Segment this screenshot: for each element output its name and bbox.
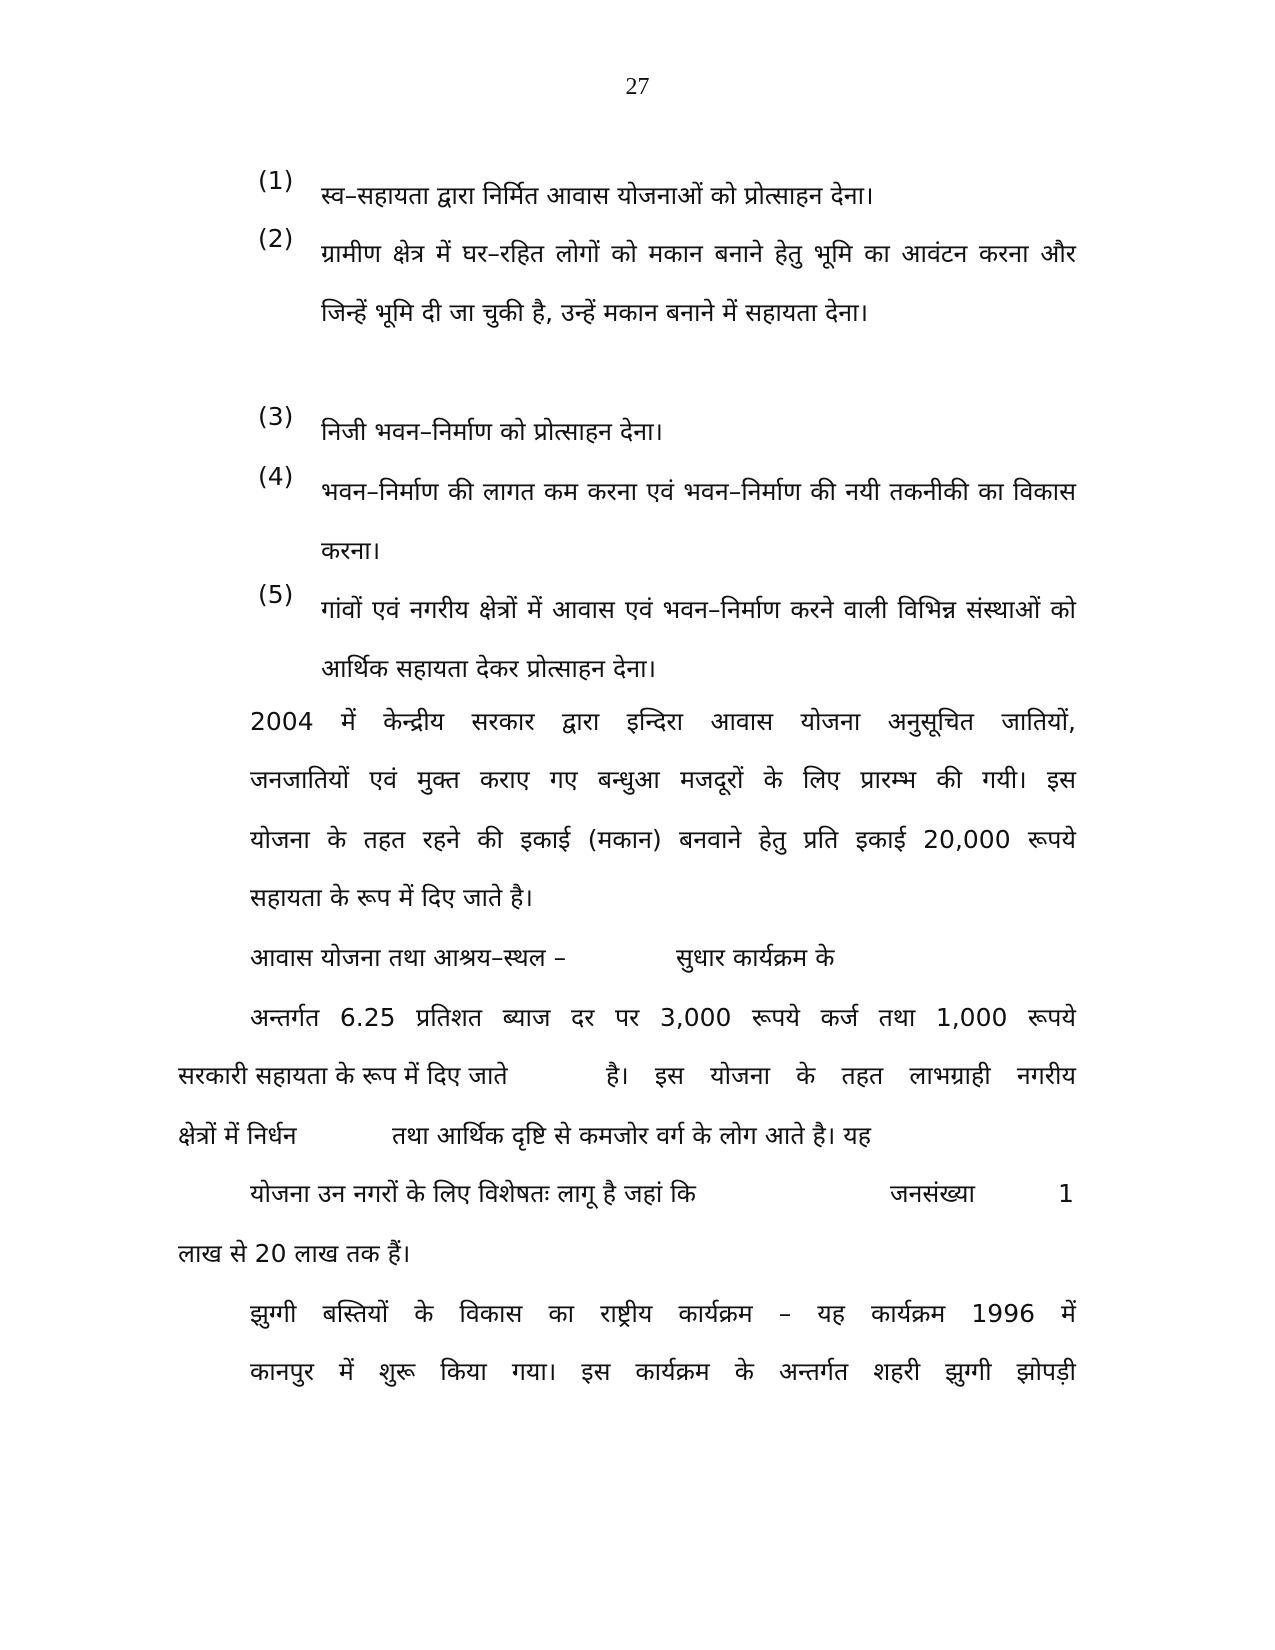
paragraph-line: जनसंख्या [890, 1179, 975, 1208]
list-item-text: निजी भवन–निर्माण को प्रोत्साहन देना। [321, 417, 664, 446]
paragraph-line: कानपुर में शुरू किया गया। इस कार्यक्रम के अन्तर्गत शहरी झुग्गी झोपड़ी [250, 1357, 1076, 1386]
paragraph-line: 2004 में केन्द्रीय सरकार द्वारा इन्दिरा आवास योजना अनुसूचित जातियों, [250, 707, 1076, 736]
page-number: 27 [625, 74, 650, 100]
paragraph-line: अन्तर्गत 6.25 प्रतिशत ब्याज दर पर 3,000 रूपये कर्ज तथा 1,000 रूपये [250, 1003, 1076, 1032]
list-item-text: स्व–सहायता द्वारा निर्मित आवास योजनाओं को प्रोत्साहन देना। [321, 181, 874, 210]
paragraph-line: तथा आर्थिक दृष्टि से कमजोर वर्ग के लोग आते है। यह [392, 1121, 872, 1150]
list-item-text: भवन–निर्माण की लागत कम करना एवं भवन–निर्माण की नयी तकनीकी का विकास करना। [321, 477, 1076, 565]
list-item-number: (1) [258, 166, 294, 195]
paragraph-line: सहायता के रूप में दिए जाते है। [250, 883, 533, 912]
paragraph-line: आवास योजना तथा आश्रय–स्थल – [250, 943, 567, 972]
paragraph-line: योजना उन नगरों के लिए विशेषतः लागू है जहां कि [250, 1179, 696, 1208]
paragraph-line: है। इस योजना के तहत लाभग्राही नगरीय [606, 1061, 1076, 1090]
list-item-number: (3) [258, 402, 294, 431]
paragraph-line: सुधार कार्यक्रम के [676, 943, 835, 972]
list-item-number: (2) [258, 224, 294, 253]
list-item [258, 224, 1076, 342]
paragraph-line: झुग्गी बस्तियों के विकास का राष्ट्रीय कार्यक्रम – यह कार्यक्रम 1996 में [250, 1299, 1076, 1328]
list-item [258, 580, 1076, 698]
list-item [258, 402, 1076, 461]
list-item [258, 462, 1076, 580]
list-item-text: ग्रामीण क्षेत्र में घर–रहित लोगों को मकान बनाने हेतु भूमि का आवंटन करना और जिन्हें भूमि दी जा चुकी है, उन्हें मकान बनाने में सहायता देना। [321, 239, 1076, 327]
list-item-number: (4) [258, 462, 294, 491]
list-item-text: गांवों एवं नगरीय क्षेत्रों में आवास एवं भवन–निर्माण करने वाली विभिन्न संस्थाओं को आर्थिक सहायता देकर प्रोत्साहन देना। [321, 595, 1076, 683]
paragraph-line: क्षेत्रों में निर्धन [178, 1121, 297, 1150]
paragraph-line: 1 [1058, 1179, 1074, 1208]
list-item [258, 166, 1076, 225]
paragraph-line: जनजातियों एवं मुक्त कराए गए बन्धुआ मजदूरों के लिए प्रारम्भ की गयी। इस [250, 765, 1076, 794]
paragraph-line: सरकारी सहायता के रूप में दिए जाते [178, 1061, 508, 1090]
paragraph-line: योजना के तहत रहने की इकाई (मकान) बनवाने हेतु प्रति इकाई 20,000 रूपये [250, 825, 1076, 854]
paragraph-line: लाख से 20 लाख तक हैं। [178, 1239, 411, 1268]
list-item-number: (5) [258, 580, 294, 609]
